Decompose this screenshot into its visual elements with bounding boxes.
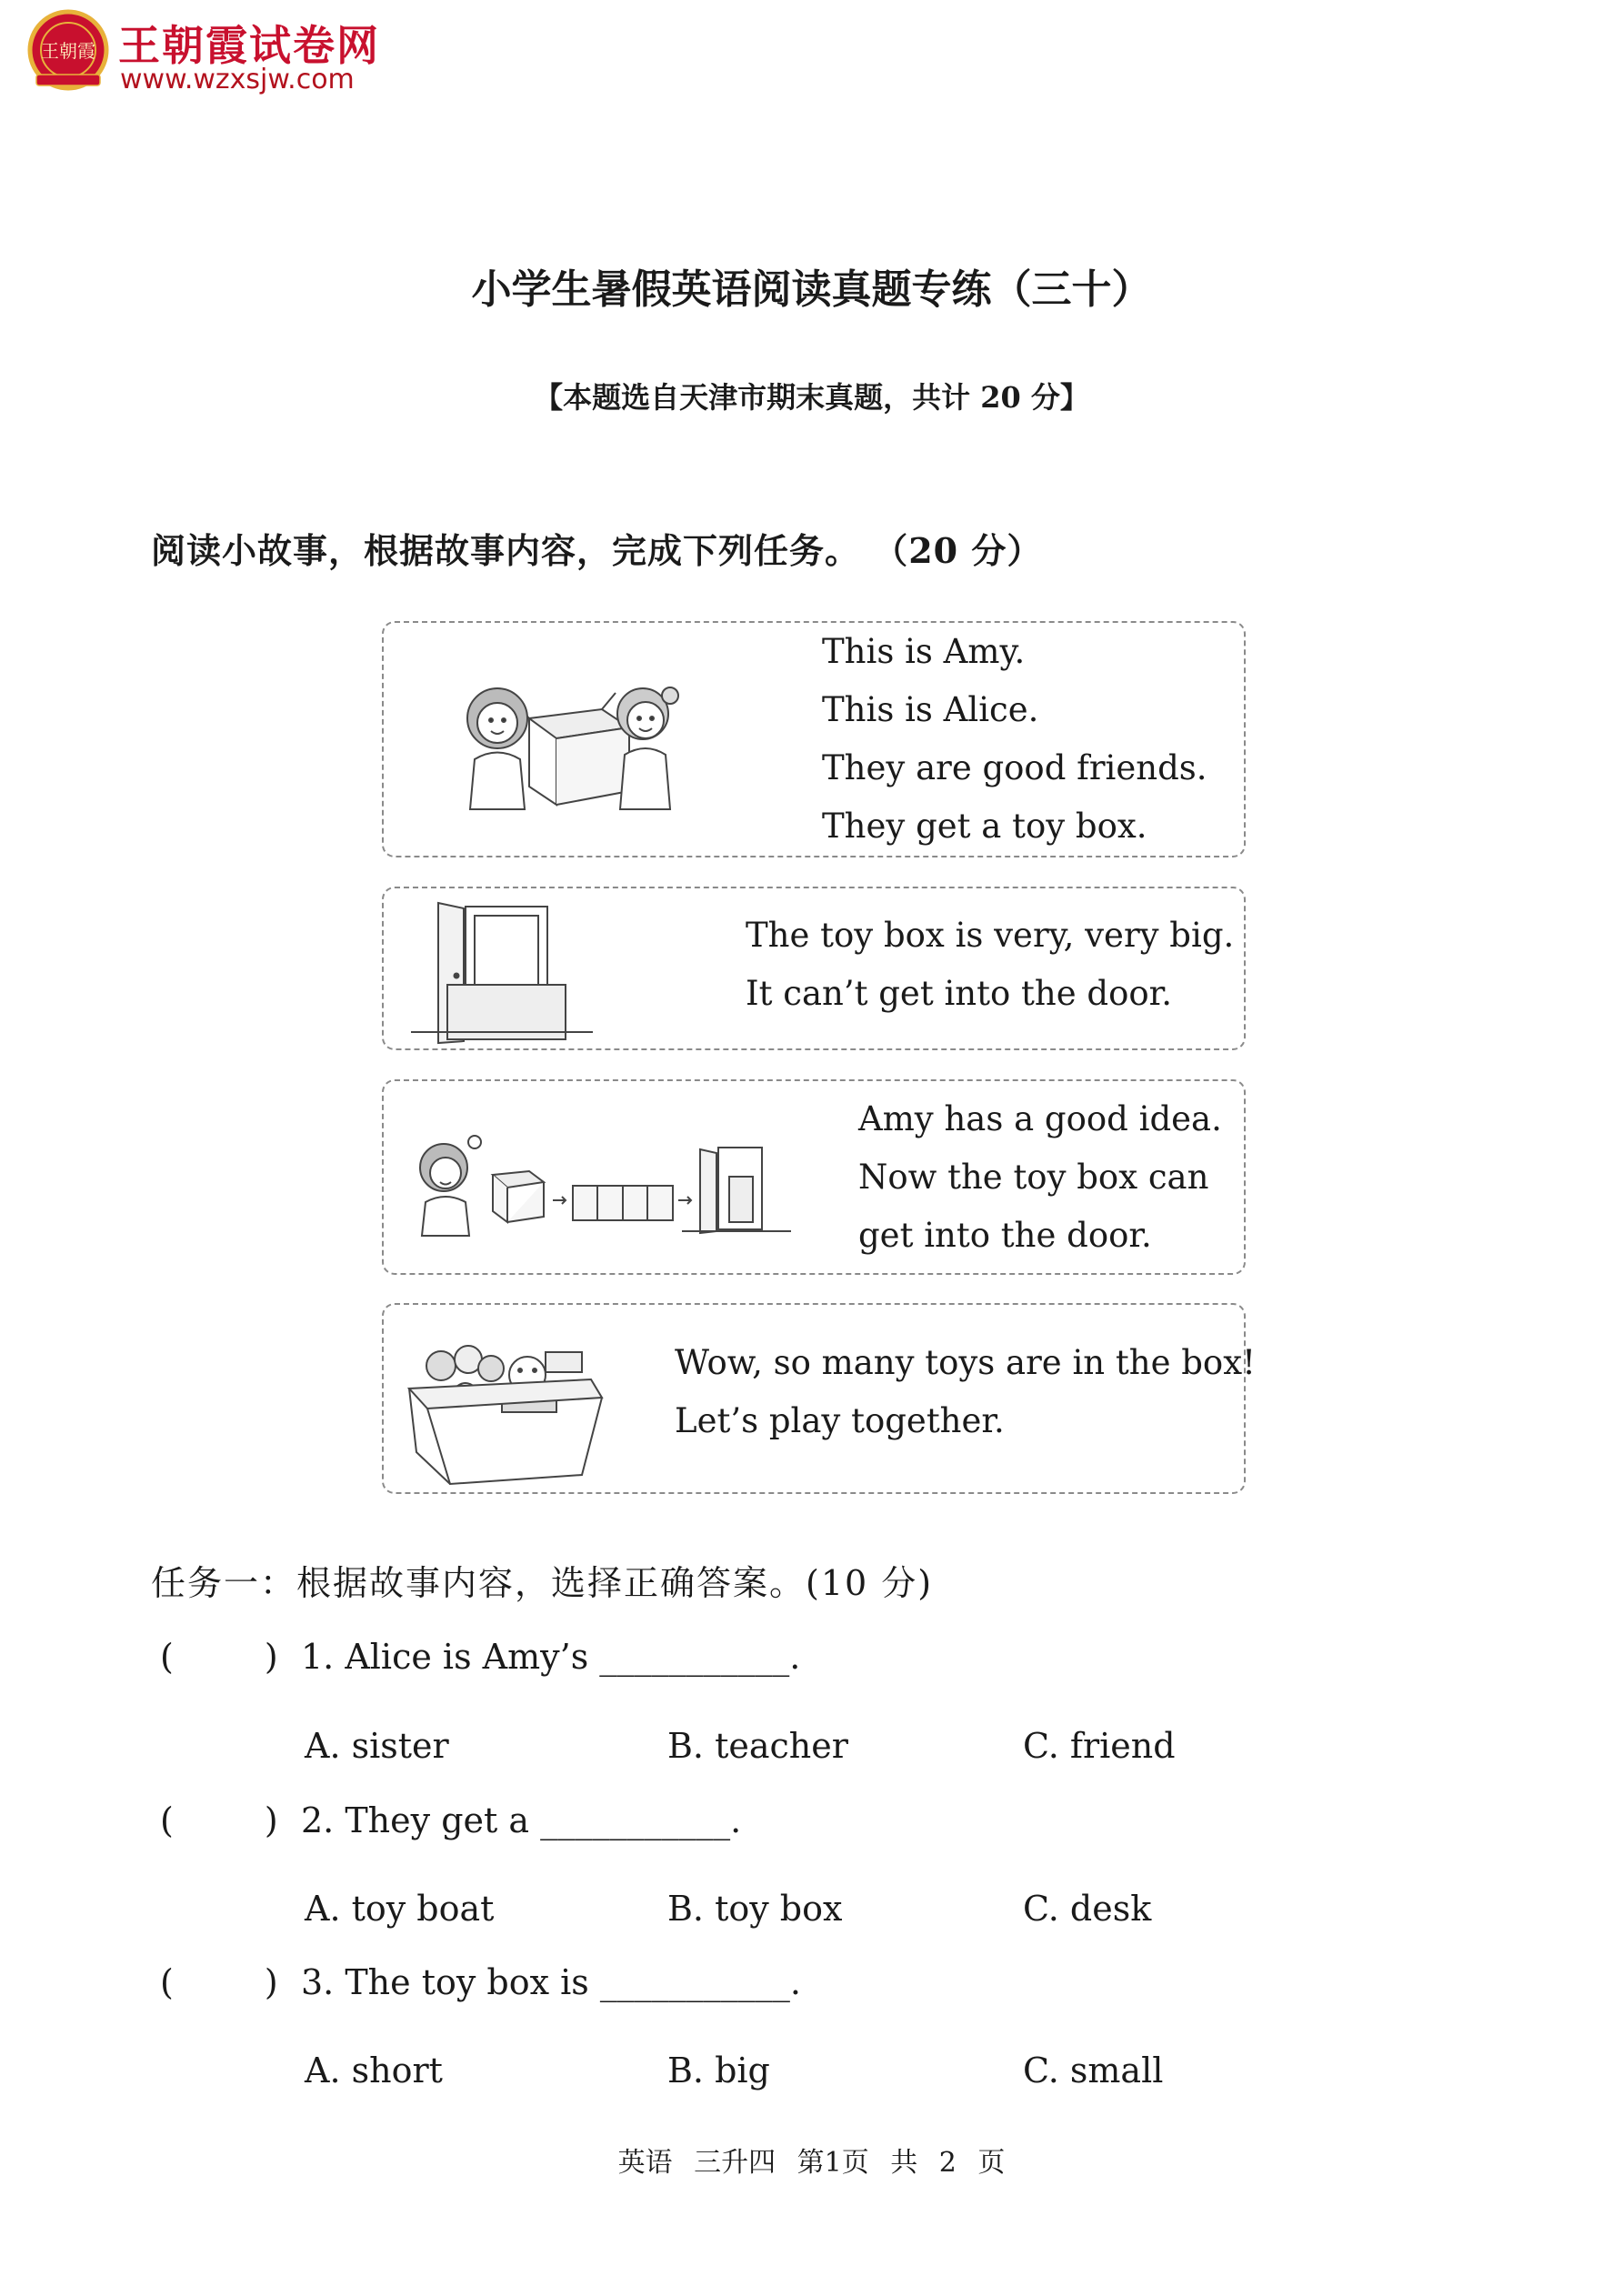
- story-line: It can’t get into the door.: [746, 974, 1173, 1013]
- girls-with-box-illustration: [447, 673, 693, 818]
- paren-open: (: [160, 1800, 174, 1840]
- story-line: Let’s play together.: [675, 1401, 1005, 1440]
- question-3: [160, 1962, 801, 2002]
- watermark-name: 王朝霞试卷网: [118, 21, 380, 70]
- story-panel-2: [382, 887, 1246, 1050]
- option-a: A. sister: [305, 1726, 449, 1766]
- answer-blank[interactable]: [160, 1637, 301, 1677]
- option-b: B. toy box: [667, 1889, 843, 1929]
- question-text: 3. The toy box is ___________.: [301, 1962, 801, 2002]
- toys-in-box-illustration: [400, 1325, 605, 1489]
- option-b: B. big: [667, 2050, 770, 2090]
- watermark-url: www.wzxsjw.com: [120, 64, 355, 95]
- reading-instruction: 阅读小故事，根据故事内容，完成下列任务。 （20 分）: [151, 530, 1043, 571]
- paren-open: (: [160, 1962, 174, 2002]
- question-text: 2. They get a ___________.: [301, 1800, 742, 1840]
- story-panel-3-text: [858, 1090, 1222, 1265]
- flatten-box-illustration: [409, 1131, 809, 1240]
- option-a: A. toy boat: [305, 1889, 495, 1929]
- option-c: C. friend: [1023, 1726, 1176, 1766]
- story-panel-3: [382, 1079, 1246, 1275]
- paren-close: ): [264, 1800, 278, 1840]
- page-title: 小学生暑假英语阅读真题专练（三十）: [471, 266, 1152, 313]
- option-c: C. desk: [1023, 1889, 1152, 1929]
- answer-blank[interactable]: [160, 1962, 301, 2002]
- story-panel-4: [382, 1303, 1256, 1494]
- page-footer: 英语 三升四 第1页 共 2 页: [617, 2147, 1006, 2179]
- task-1-title: 任务一：根据故事内容，选择正确答案。(10 分): [151, 1563, 934, 1603]
- paren-close: ): [264, 1962, 278, 2002]
- paren-close: ): [264, 1637, 278, 1677]
- story-line: They are good friends.: [822, 748, 1207, 787]
- box-at-door-illustration: [411, 896, 593, 1046]
- story-line: This is Alice.: [822, 690, 1039, 729]
- story-panel-1: [382, 621, 1246, 857]
- option-c: C. small: [1023, 2050, 1164, 2090]
- story-line: Now the toy box can: [858, 1158, 1209, 1197]
- option-a: A. short: [305, 2050, 443, 2090]
- question-2: [160, 1800, 741, 1840]
- story-line: Amy has a good idea.: [858, 1099, 1222, 1138]
- story-line: They get a toy box.: [822, 807, 1147, 846]
- story-panel-4-text: [675, 1334, 1256, 1450]
- story-panel-2-text: [746, 907, 1234, 1023]
- answer-blank[interactable]: [160, 1800, 301, 1840]
- watermark-seal-icon: [27, 9, 109, 91]
- question-1: [160, 1637, 800, 1677]
- watermark-seal-text: 王朝霞: [41, 40, 95, 62]
- paren-open: (: [160, 1637, 174, 1677]
- story-line: get into the door.: [858, 1216, 1152, 1255]
- page-subtitle: 【本题选自天津市期末真题，共计 20 分】: [534, 380, 1089, 415]
- option-b: B. teacher: [667, 1726, 848, 1766]
- story-panel-1-text: [822, 623, 1207, 856]
- story-line: Wow, so many toys are in the box!: [675, 1343, 1256, 1382]
- story-line: The toy box is very, very big.: [746, 916, 1235, 955]
- question-text: 1. Alice is Amy’s ___________.: [301, 1637, 801, 1677]
- story-line: This is Amy.: [822, 632, 1026, 671]
